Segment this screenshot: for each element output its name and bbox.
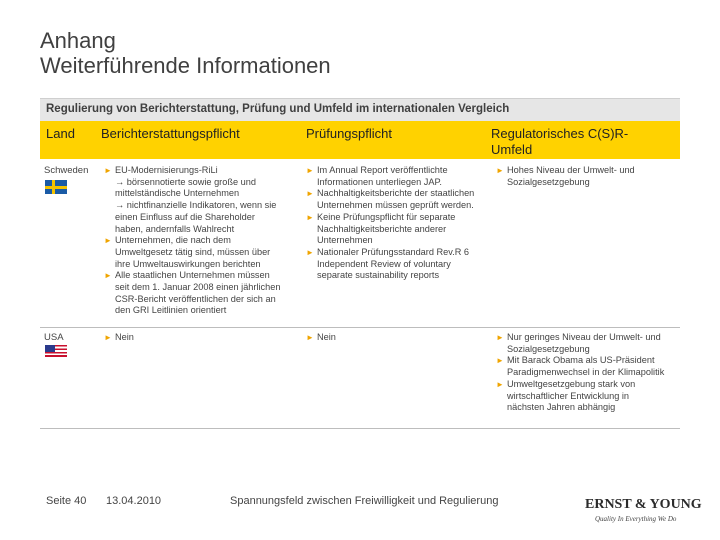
title-line-2: Weiterführende Informationen <box>40 53 331 78</box>
subtitle: Regulierung von Berichterstattung, Prüfung und Umfeld im internationalen Vergleich <box>46 103 510 115</box>
list-item: ► Keine Prüfungspflicht für separate Nachhaltigkeitsberichte anderer Unternehmen <box>306 211 456 246</box>
cell-usa-environment <box>496 332 682 414</box>
logo-wordmark: ERNST & YOUNG <box>585 497 702 512</box>
header-environment: Regulatorisches C(S)R-Umfeld <box>491 126 629 157</box>
list-item: ► Nur geringes Niveau der Umwelt- und Sozialgesetzgebung <box>496 332 661 354</box>
page-number: Seite 40 <box>46 495 87 507</box>
list-item: ► Nationaler Prüfungsstandard Rev.R 6 Independent Review of voluntary separate sustainability reports <box>306 246 470 281</box>
bullet-arrow-icon: ► <box>496 379 504 389</box>
list-item: ► Alle staatlichen Unternehmen müssen seit dem 1. Januar 2008 einen jährlichen CSR-Bericht veröffentlichen der sich an den GRI Leitlinien orientiert <box>104 270 281 316</box>
logo-tagline: Quality In Everything We Do <box>595 515 677 523</box>
row-divider <box>40 327 680 328</box>
list-item: ► Mit Barack Obama als US-Präsident Paradigmenwechsel in der Klimapolitik <box>496 355 665 378</box>
cell-usa-reporting <box>104 332 304 344</box>
bullet-arrow-icon: ► <box>306 166 314 175</box>
list-item: ► Hohes Niveau der Umwelt- und Sozialgesetzgebung <box>496 165 635 187</box>
header-land: Land <box>46 126 75 141</box>
list-item: ► Nachhaltigkeitsberichte der staatlichen Unternehmen müssen geprüft werden. <box>306 188 475 211</box>
list-item: ► Nein <box>306 332 336 342</box>
row-divider <box>40 428 680 429</box>
page-title <box>40 28 331 78</box>
list-usa-reporting <box>104 332 304 344</box>
list-sweden-environment <box>496 165 680 188</box>
ernst-young-logo <box>585 497 702 527</box>
bullet-arrow-icon: ► <box>104 333 112 342</box>
list-item: ► Umweltgesetzgebung stark von wirtschaftlicher Entwicklung in nächsten Jahren abhängig <box>496 378 636 413</box>
cell-sweden-reporting <box>104 165 304 317</box>
bullet-arrow-icon: ► <box>306 189 314 199</box>
bullet-arrow-icon: ► <box>104 271 112 281</box>
list-item: ► Nein <box>104 332 134 342</box>
flag-usa-icon <box>45 345 67 357</box>
bullet-arrow-icon: ► <box>104 166 112 175</box>
title-line-1: Anhang <box>40 28 116 53</box>
subtitle-bar <box>40 98 680 121</box>
bullet-arrow-icon: ► <box>496 356 504 366</box>
footer-date: 13.04.2010 <box>106 495 162 507</box>
list-item: ► Unternehmen, die nach dem Umweltgesetz tätig sind, müssen über ihre Umweltauswirkungen berichten <box>104 235 271 269</box>
bullet-arrow-icon: ► <box>306 247 314 257</box>
bullet-arrow-icon: ► <box>496 333 504 342</box>
list-item: ► EU-Modernisierungs-RiLi → börsennotierte sowie große und mittelständische Unternehmen → nichtfinanzielle Indikatoren, wenn sie einen Einfluss auf die Shareholder haben, andernfalls Wahlrecht <box>104 165 277 234</box>
list-item: ► Im Annual Report veröffentlichte Informationen unterliegen JAP. <box>306 165 448 187</box>
country-usa: USA <box>44 332 64 343</box>
bullet-arrow-icon: ► <box>306 212 314 222</box>
header-audit: Prüfungspflicht <box>306 126 392 141</box>
list-usa-environment <box>496 332 682 414</box>
cell-usa-audit <box>306 332 496 344</box>
cell-sweden-environment <box>496 165 680 188</box>
bullet-arrow-icon: ► <box>496 166 504 175</box>
table-header <box>40 121 680 159</box>
header-reporting: Berichterstattungspflicht <box>101 126 240 141</box>
flag-sweden-icon <box>45 180 67 194</box>
footer-title: Spannungsfeld zwischen Freiwilligkeit und Regulierung <box>230 495 499 507</box>
country-sweden: Schweden <box>44 165 89 176</box>
cell-sweden-audit <box>306 165 496 282</box>
list-sweden-audit <box>306 165 496 282</box>
bullet-arrow-icon: ► <box>104 236 112 246</box>
bullet-arrow-icon: ► <box>306 333 314 342</box>
list-sweden-reporting <box>104 165 304 317</box>
list-usa-audit <box>306 332 496 344</box>
